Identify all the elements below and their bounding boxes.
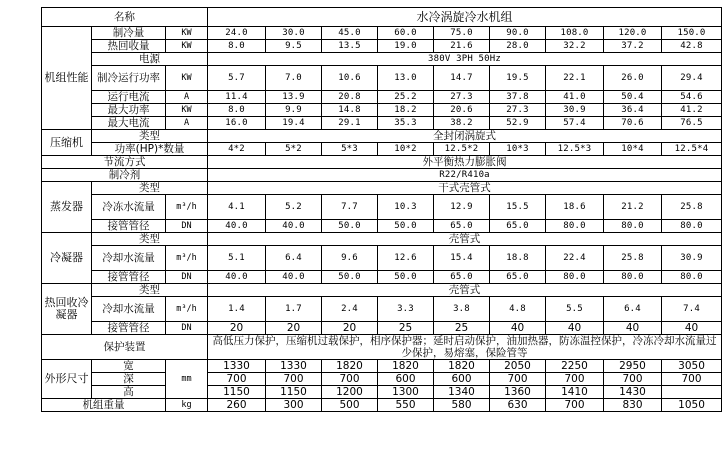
cell: 65.0 — [490, 220, 546, 233]
cell: 5.1 — [208, 246, 266, 271]
cell: 19.0 — [378, 40, 434, 53]
row-unit: A — [166, 117, 208, 130]
weight-unit: kg — [166, 399, 208, 412]
cell: 76.5 — [662, 117, 722, 130]
cell: 13.5 — [322, 40, 378, 53]
cell: 40.0 — [266, 271, 322, 284]
cell: 80.0 — [662, 220, 722, 233]
cell: 35.3 — [378, 117, 434, 130]
table-row — [42, 373, 722, 386]
cell: 8.0 — [208, 104, 266, 117]
row-unit: KW — [166, 104, 208, 117]
cell: 18.6 — [546, 195, 604, 220]
row-unit: KW — [166, 66, 208, 91]
row-label: 高 — [92, 386, 166, 399]
cell: 27.3 — [434, 91, 490, 104]
cell: 50.0 — [378, 220, 434, 233]
row-label: 制冷量 — [92, 27, 166, 40]
cell: 7.4 — [662, 297, 722, 322]
cell: 3.8 — [434, 297, 490, 322]
cell: 25.2 — [378, 91, 434, 104]
row-label: 冷却水流量 — [92, 297, 166, 322]
cell: 54.6 — [662, 91, 722, 104]
row-unit: KW — [166, 27, 208, 40]
table-row — [42, 360, 722, 373]
cell: 10*2 — [378, 143, 434, 156]
table-row — [42, 246, 722, 271]
cell: 600 — [378, 373, 434, 386]
row-label: 接管管径 — [92, 271, 166, 284]
refrigerant-label: 制冷剂 — [42, 169, 208, 182]
row-label: 宽 — [92, 360, 166, 373]
type-value: 壳管式 — [208, 233, 722, 246]
cell: 40 — [662, 322, 722, 335]
cell: 1820 — [434, 360, 490, 373]
cell: 27.3 — [490, 104, 546, 117]
cell: 20 — [208, 322, 266, 335]
cell: 120.0 — [604, 27, 662, 40]
cell: 21.6 — [434, 40, 490, 53]
cell: 2950 — [604, 360, 662, 373]
cell: 22.1 — [546, 66, 604, 91]
cell: 13.9 — [266, 91, 322, 104]
table-row — [42, 271, 722, 284]
cell: 12.6 — [378, 246, 434, 271]
row-label: 功率(HP)*数量 — [92, 143, 208, 156]
cell: 7.0 — [266, 66, 322, 91]
row-label: 冷冻水流量 — [92, 195, 166, 220]
type-value: 全封闭涡旋式 — [208, 130, 722, 143]
cell: 1820 — [322, 360, 378, 373]
row-unit: m³/h — [166, 297, 208, 322]
throttle-label: 节流方式 — [42, 156, 208, 169]
cell: 45.0 — [322, 27, 378, 40]
cell: 1360 — [490, 386, 546, 399]
cell: 2050 — [490, 360, 546, 373]
cell: 40.0 — [208, 271, 266, 284]
type-value: 壳管式 — [208, 284, 722, 297]
group-condenser: 冷凝器 — [42, 233, 92, 284]
cell: 19.4 — [266, 117, 322, 130]
table-row — [42, 27, 722, 40]
cell: 1050 — [662, 399, 722, 412]
cell: 6.4 — [604, 297, 662, 322]
table-row — [42, 233, 722, 246]
cell: 13.0 — [378, 66, 434, 91]
cell: 29.1 — [322, 117, 378, 130]
cell: 16.0 — [208, 117, 266, 130]
cell: 42.8 — [662, 40, 722, 53]
cell: 300 — [266, 399, 322, 412]
cell: 500 — [322, 399, 378, 412]
cell: 15.4 — [434, 246, 490, 271]
row-unit: m³/h — [166, 195, 208, 220]
type-label: 类型 — [92, 284, 208, 297]
cell: 600 — [434, 373, 490, 386]
cell: 50.0 — [322, 220, 378, 233]
cell: 18.2 — [378, 104, 434, 117]
cell: 28.0 — [490, 40, 546, 53]
cell: 80.0 — [662, 271, 722, 284]
cell: 52.9 — [490, 117, 546, 130]
cell: 1430 — [604, 386, 662, 399]
cell: 40.0 — [266, 220, 322, 233]
group-unit-performance: 机组性能 — [42, 27, 92, 130]
type-label: 类型 — [92, 182, 208, 195]
table-row — [42, 117, 722, 130]
cell: 6.4 — [266, 246, 322, 271]
cell: 1.4 — [208, 297, 266, 322]
header-row — [42, 8, 722, 27]
row-unit: DN — [166, 322, 208, 335]
type-label: 类型 — [92, 233, 208, 246]
cell: 1300 — [378, 386, 434, 399]
cell: 40 — [604, 322, 662, 335]
row-label: 运行电流 — [92, 91, 166, 104]
cell: 22.4 — [546, 246, 604, 271]
cell: 24.0 — [208, 27, 266, 40]
table-row — [42, 53, 722, 66]
table-row — [42, 335, 722, 360]
cell: 18.8 — [490, 246, 546, 271]
cell: 9.5 — [266, 40, 322, 53]
cell: 41.2 — [662, 104, 722, 117]
cell: 14.8 — [322, 104, 378, 117]
cell: 90.0 — [490, 27, 546, 40]
cell: 700 — [546, 399, 604, 412]
cell: 37.8 — [490, 91, 546, 104]
cell: 37.2 — [604, 40, 662, 53]
cell: 9.6 — [322, 246, 378, 271]
cell: 9.9 — [266, 104, 322, 117]
cell: 700 — [490, 373, 546, 386]
cell: 30.9 — [546, 104, 604, 117]
cell: 29.4 — [662, 66, 722, 91]
cell: 12.9 — [434, 195, 490, 220]
cell: 580 — [434, 399, 490, 412]
cell: 40.0 — [208, 220, 266, 233]
cell: 32.2 — [546, 40, 604, 53]
cell: 80.0 — [604, 220, 662, 233]
table-row — [42, 104, 722, 117]
cell: 25.8 — [662, 195, 722, 220]
cell: 1150 — [208, 386, 266, 399]
type-label: 类型 — [92, 130, 208, 143]
refrigerant-value: R22/R410a — [208, 169, 722, 182]
table-row — [42, 156, 722, 169]
cell: 25.8 — [604, 246, 662, 271]
group-dimensions: 外形尺寸 — [42, 360, 92, 399]
protection-value: 高低压力保护，压缩机过载保护，相序保护器；延时启动保护，油加热器，防冻温控保护，冷冻冷却水流量过少保护，易熔塞，保险管等 — [208, 335, 722, 360]
cell: 41.0 — [546, 91, 604, 104]
cell: 700 — [322, 373, 378, 386]
cell: 50.0 — [378, 271, 434, 284]
table-row — [42, 297, 722, 322]
cell: 2250 — [546, 360, 604, 373]
cell: 108.0 — [546, 27, 604, 40]
cell: 550 — [378, 399, 434, 412]
cell: 10.3 — [378, 195, 434, 220]
group-heat-recovery: 热回收冷凝器 — [42, 284, 92, 335]
cell: 150.0 — [662, 27, 722, 40]
power-label: 电源 — [92, 53, 208, 66]
cell: 57.4 — [546, 117, 604, 130]
cell: 25 — [378, 322, 434, 335]
weight-label: 机组重量 — [42, 399, 166, 412]
cell: 5*3 — [322, 143, 378, 156]
cell: 10*3 — [490, 143, 546, 156]
cell: 1200 — [322, 386, 378, 399]
cell: 25 — [434, 322, 490, 335]
cell: 5.5 — [546, 297, 604, 322]
cell: 20.6 — [434, 104, 490, 117]
table-row — [42, 169, 722, 182]
spec-table — [41, 7, 722, 130]
throttle-value: 外平衡热力膨胀阀 — [208, 156, 722, 169]
row-unit: DN — [166, 271, 208, 284]
spec-sheet — [41, 7, 721, 444]
cell: 50.4 — [604, 91, 662, 104]
cell: 700 — [604, 373, 662, 386]
cell: 14.7 — [434, 66, 490, 91]
cell — [662, 386, 722, 399]
row-label: 热回收量 — [92, 40, 166, 53]
table-row — [42, 91, 722, 104]
cell: 7.7 — [322, 195, 378, 220]
cell: 3.3 — [378, 297, 434, 322]
cell: 40 — [546, 322, 604, 335]
cell: 60.0 — [378, 27, 434, 40]
table-row — [42, 284, 722, 297]
cell: 80.0 — [546, 271, 604, 284]
cell: 830 — [604, 399, 662, 412]
row-label: 接管管径 — [92, 220, 166, 233]
cell: 80.0 — [604, 271, 662, 284]
type-value: 干式壳管式 — [208, 182, 722, 195]
cell: 80.0 — [546, 220, 604, 233]
row-label: 冷却水流量 — [92, 246, 166, 271]
cell: 15.5 — [490, 195, 546, 220]
table-row — [42, 143, 722, 156]
cell: 38.2 — [434, 117, 490, 130]
row-unit: m³/h — [166, 246, 208, 271]
row-label: 最大电流 — [92, 117, 166, 130]
row-unit: mm — [166, 360, 208, 399]
row-unit: DN — [166, 220, 208, 233]
cell: 65.0 — [434, 220, 490, 233]
table-row — [42, 386, 722, 399]
name-label: 名称 — [42, 8, 208, 27]
cell: 19.5 — [490, 66, 546, 91]
cell: 260 — [208, 399, 266, 412]
cell: 75.0 — [434, 27, 490, 40]
cell: 1330 — [266, 360, 322, 373]
cell: 4.8 — [490, 297, 546, 322]
cell: 11.4 — [208, 91, 266, 104]
cell: 5.2 — [266, 195, 322, 220]
cell: 20 — [266, 322, 322, 335]
cell: 700 — [266, 373, 322, 386]
table-row — [42, 399, 722, 412]
cell: 50.0 — [322, 271, 378, 284]
protection-label: 保护装置 — [42, 335, 208, 360]
cell: 1330 — [208, 360, 266, 373]
table-row — [42, 195, 722, 220]
cell: 20.8 — [322, 91, 378, 104]
cell: 26.0 — [604, 66, 662, 91]
cell: 1410 — [546, 386, 604, 399]
cell: 30.9 — [662, 246, 722, 271]
cell: 700 — [662, 373, 722, 386]
group-compressor: 压缩机 — [42, 130, 92, 156]
table-row — [42, 66, 722, 91]
group-evaporator: 蒸发器 — [42, 182, 92, 233]
cell: 3050 — [662, 360, 722, 373]
cell: 10*4 — [604, 143, 662, 156]
cell: 5.7 — [208, 66, 266, 91]
table-row — [42, 130, 722, 143]
row-label: 最大功率 — [92, 104, 166, 117]
cell: 65.0 — [434, 271, 490, 284]
cell: 630 — [490, 399, 546, 412]
cell: 4*2 — [208, 143, 266, 156]
table-row — [42, 220, 722, 233]
cell: 12.5*3 — [546, 143, 604, 156]
cell: 5*2 — [266, 143, 322, 156]
cell: 2.4 — [322, 297, 378, 322]
cell: 10.6 — [322, 66, 378, 91]
product-title: 水冷涡旋冷水机组 — [208, 8, 722, 27]
table-row — [42, 182, 722, 195]
row-label: 接管管径 — [92, 322, 166, 335]
cell: 700 — [546, 373, 604, 386]
cell: 1820 — [378, 360, 434, 373]
cell: 12.5*2 — [434, 143, 490, 156]
cell: 1340 — [434, 386, 490, 399]
cell: 30.0 — [266, 27, 322, 40]
row-unit: KW — [166, 40, 208, 53]
row-label: 深 — [92, 373, 166, 386]
row-unit: A — [166, 91, 208, 104]
cell: 700 — [208, 373, 266, 386]
cell: 4.1 — [208, 195, 266, 220]
cell: 20 — [322, 322, 378, 335]
power-value: 380V 3PH 50Hz — [208, 53, 722, 66]
cell: 1.7 — [266, 297, 322, 322]
cell: 12.5*4 — [662, 143, 722, 156]
cell: 21.2 — [604, 195, 662, 220]
cell: 8.0 — [208, 40, 266, 53]
table-row — [42, 40, 722, 53]
table-row — [42, 322, 722, 335]
cell: 36.4 — [604, 104, 662, 117]
cell: 40 — [490, 322, 546, 335]
cell: 65.0 — [490, 271, 546, 284]
cell: 1150 — [266, 386, 322, 399]
cell: 70.6 — [604, 117, 662, 130]
row-label: 制冷运行功率 — [92, 66, 166, 91]
spec-table-lower — [41, 130, 722, 412]
